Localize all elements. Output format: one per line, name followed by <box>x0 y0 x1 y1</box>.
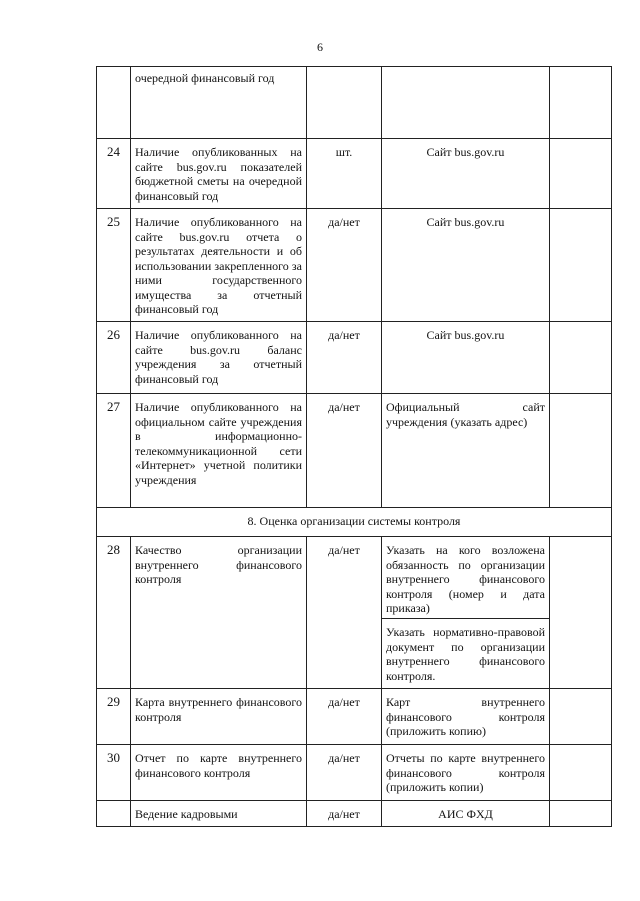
row-number: 24 <box>97 139 131 209</box>
row-number: 29 <box>97 689 131 745</box>
unit-cell: да/нет <box>307 394 382 508</box>
source-cell: Отчеты по карте внутреннего финансового контроля (приложить копии) <box>382 745 550 801</box>
source-cell: Сайт bus.gov.ru <box>382 322 550 394</box>
indicator-name: Наличие опубликованного на официальном сайте учреждения в информационно-телекоммуникационной сети «Интернет» учетной политики учреждения <box>131 394 307 508</box>
indicator-name: Карта внутреннего финансового контроля <box>131 689 307 745</box>
unit-cell: да/нет <box>307 537 382 689</box>
indicator-name: очередной финансовый год <box>131 67 307 139</box>
table-row <box>97 394 612 508</box>
indicator-name: Наличие опубликованного на сайте bus.gov.ru отчета о результатах деятельности и об использовании закрепленного за ними государственного имущества за отчетный финансовый год <box>131 209 307 322</box>
source-cell: Сайт bus.gov.ru <box>382 209 550 322</box>
row-number <box>97 67 131 139</box>
indicator-name: Наличие опубликованных на сайте bus.gov.ru показателей бюджетной сметы на очередной финансовый год <box>131 139 307 209</box>
table-row <box>97 745 612 801</box>
empty-cell <box>550 139 612 209</box>
unit-cell: да/нет <box>307 689 382 745</box>
row-number: 28 <box>97 537 131 689</box>
row-number <box>97 801 131 827</box>
section-header-row <box>97 508 612 537</box>
unit-cell: да/нет <box>307 745 382 801</box>
source-cell: Указать на кого возложена обязанность по организации внутреннего финансового контроля (номер и дата приказа) <box>382 537 550 619</box>
unit-cell <box>307 67 382 139</box>
unit-cell: шт. <box>307 139 382 209</box>
unit-cell: да/нет <box>307 209 382 322</box>
empty-cell <box>550 394 612 508</box>
table-row <box>97 689 612 745</box>
empty-cell <box>550 745 612 801</box>
row-number: 30 <box>97 745 131 801</box>
page-number: 6 <box>317 40 323 54</box>
indicator-name: Отчет по карте внутреннего финансового контроля <box>131 745 307 801</box>
source-cell: Карт внутреннего финансового контроля (приложить копию) <box>382 689 550 745</box>
table-row <box>97 67 612 139</box>
source-cell: Официальный сайт учреждения (указать адрес) <box>382 394 550 508</box>
indicator-name: Наличие опубликованного на сайте bus.gov.ru баланс учреждения за отчетный финансовый год <box>131 322 307 394</box>
empty-cell <box>550 689 612 745</box>
source-cell: АИС ФХД <box>382 801 550 827</box>
row-number: 27 <box>97 394 131 508</box>
table-row <box>97 139 612 209</box>
section-title: 8. Оценка организации системы контроля <box>97 508 612 537</box>
unit-cell: да/нет <box>307 322 382 394</box>
table-row <box>97 209 612 322</box>
table-row <box>97 537 612 619</box>
unit-cell: да/нет <box>307 801 382 827</box>
indicator-name: Качество организации внутреннего финансового контроля <box>131 537 307 689</box>
empty-cell <box>550 322 612 394</box>
table-row <box>97 801 612 827</box>
empty-cell <box>550 209 612 322</box>
row-number: 25 <box>97 209 131 322</box>
indicator-table <box>96 66 612 827</box>
source-cell <box>382 67 550 139</box>
empty-cell <box>550 67 612 139</box>
source-cell: Сайт bus.gov.ru <box>382 139 550 209</box>
empty-cell <box>550 537 612 689</box>
row-number: 26 <box>97 322 131 394</box>
source-cell: Указать нормативно-правовой документ по организации внутреннего финансового контроля. <box>382 619 550 689</box>
table-row <box>97 322 612 394</box>
indicator-name: Ведение кадровыми <box>131 801 307 827</box>
empty-cell <box>550 801 612 827</box>
